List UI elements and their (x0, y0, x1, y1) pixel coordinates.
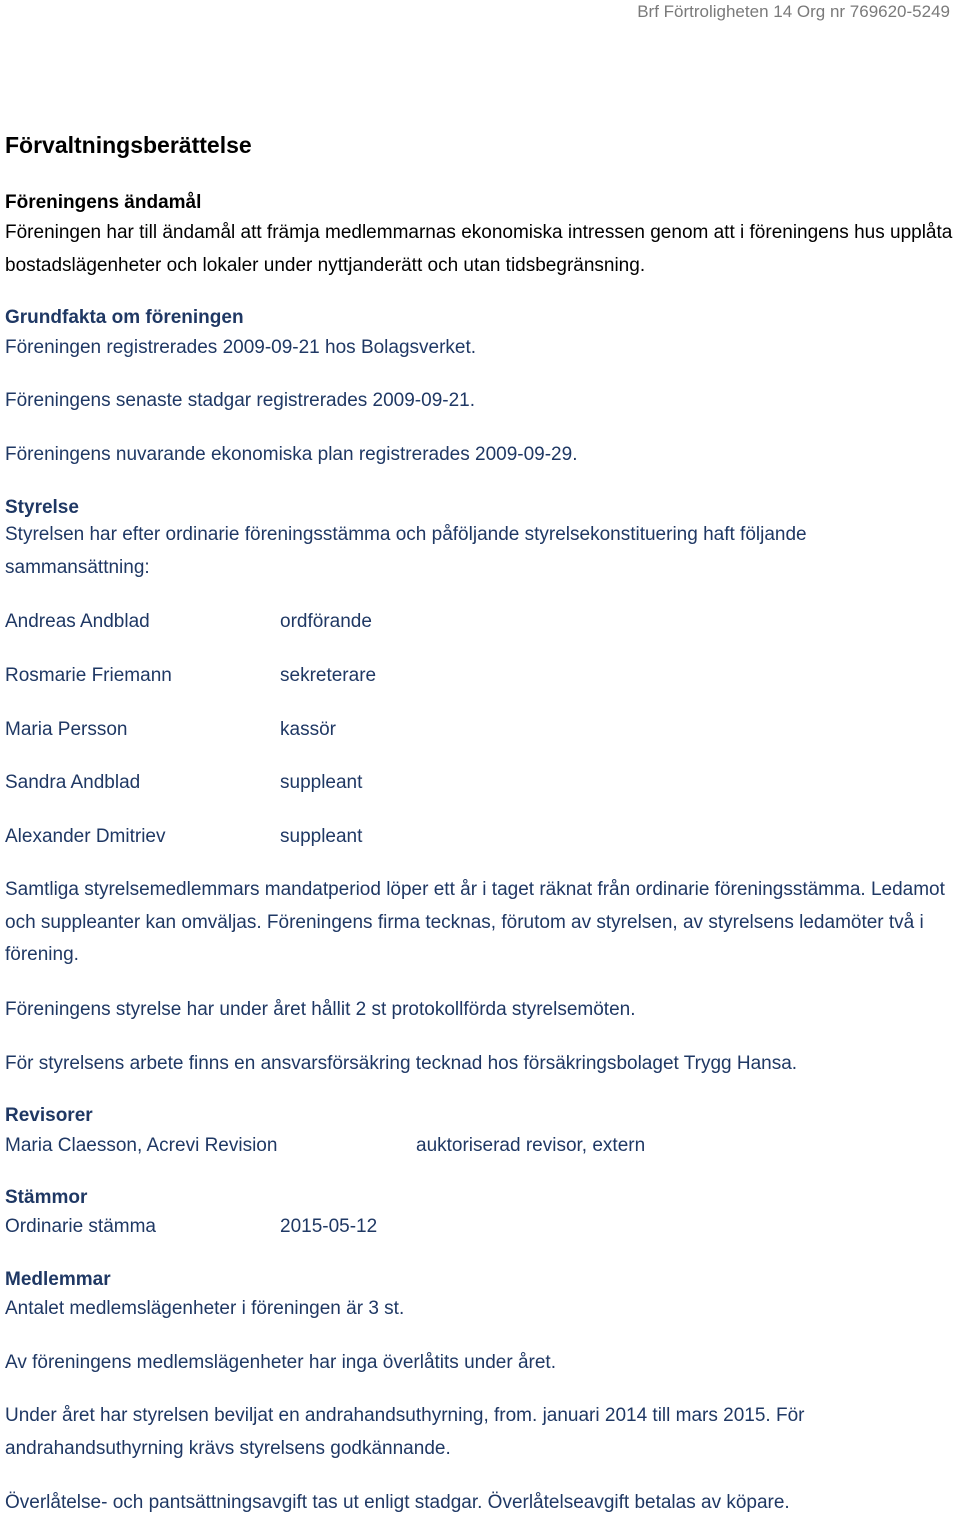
member-name: Alexander Dmitriev (5, 826, 166, 847)
section-heading-revisorer: Revisorer (5, 1105, 93, 1126)
styrelse-mandat: Samtliga styrelsemedlemmars mandatperiod löper ett år i taget räknat från ordinarie föreningsstämma. Ledamot och suppleanter kan omväljas. Föreningens firma tecknas, förutom av styrelsen, av styrelsens ledamöter två i förening. (5, 879, 945, 965)
section-heading-medlemmar: Medlemmar (5, 1269, 111, 1290)
medlemmar-line: Under året har styrelsen beviljat en andrahandsuthyrning, from. januari 2014 till mars 2015. För andrahandsuthyrning krävs styrelsens godkännande. (5, 1405, 805, 1459)
section-heading-stammor: Stämmor (5, 1187, 88, 1208)
member-role: suppleant (280, 826, 363, 847)
grundfakta-line: Föreningen registrerades 2009-09-21 hos Bolagsverket. (5, 337, 477, 358)
stamma-label: Ordinarie stämma (5, 1216, 156, 1237)
member-role: suppleant (280, 772, 363, 793)
stamma-date: 2015-05-12 (280, 1216, 378, 1237)
page-title: Förvaltningsberättelse (5, 132, 252, 158)
section-heading-grundfakta: Grundfakta om föreningen (5, 307, 244, 328)
page-header: Brf Förtroligheten 14 Org nr 769620-5249 (637, 2, 950, 21)
member-name: Maria Persson (5, 719, 128, 740)
member-role: kassör (280, 719, 336, 740)
medlemmar-line: Av föreningens medlemslägenheter har inga överlåtits under året. (5, 1352, 556, 1373)
section-heading-andamal: Föreningens ändamål (5, 192, 202, 213)
member-role: sekreterare (280, 665, 377, 686)
andamal-text: Föreningen har till ändamål att främja medlemmarnas ekonomiska intressen genom att i föreningens hus upplåta bostadslägenheter och lokaler under nyttjanderätt och utan tidsbegränsning. (5, 222, 953, 276)
styrelse-intro: Styrelsen har efter ordinarie föreningsstämma och påföljande styrelsekonstituering haft följande sammansättning: (5, 524, 807, 578)
member-name: Rosmarie Friemann (5, 665, 172, 686)
member-name: Andreas Andblad (5, 611, 150, 632)
medlemmar-line: Överlåtelse- och pantsättningsavgift tas ut enligt stadgar. Överlåtelseavgift betalas av köpare. (5, 1492, 790, 1513)
medlemmar-line: Antalet medlemslägenheter i föreningen är 3 st. (5, 1298, 405, 1319)
member-name: Sandra Andblad (5, 772, 141, 793)
revisor-name: Maria Claesson, Acrevi Revision (5, 1135, 278, 1156)
revisor-role: auktoriserad revisor, extern (416, 1135, 646, 1156)
member-role: ordförande (280, 611, 372, 632)
styrelse-moten: Föreningens styrelse har under året hållit 2 st protokollförda styrelsemöten. (5, 999, 636, 1020)
grundfakta-line: Föreningens nuvarande ekonomiska plan registrerades 2009-09-29. (5, 444, 578, 465)
section-heading-styrelse: Styrelse (5, 497, 79, 518)
grundfakta-line: Föreningens senaste stadgar registrerades 2009-09-21. (5, 390, 476, 411)
styrelse-forsakring: För styrelsens arbete finns en ansvarsförsäkring tecknad hos försäkringsbolaget Trygg Hansa. (5, 1053, 798, 1074)
